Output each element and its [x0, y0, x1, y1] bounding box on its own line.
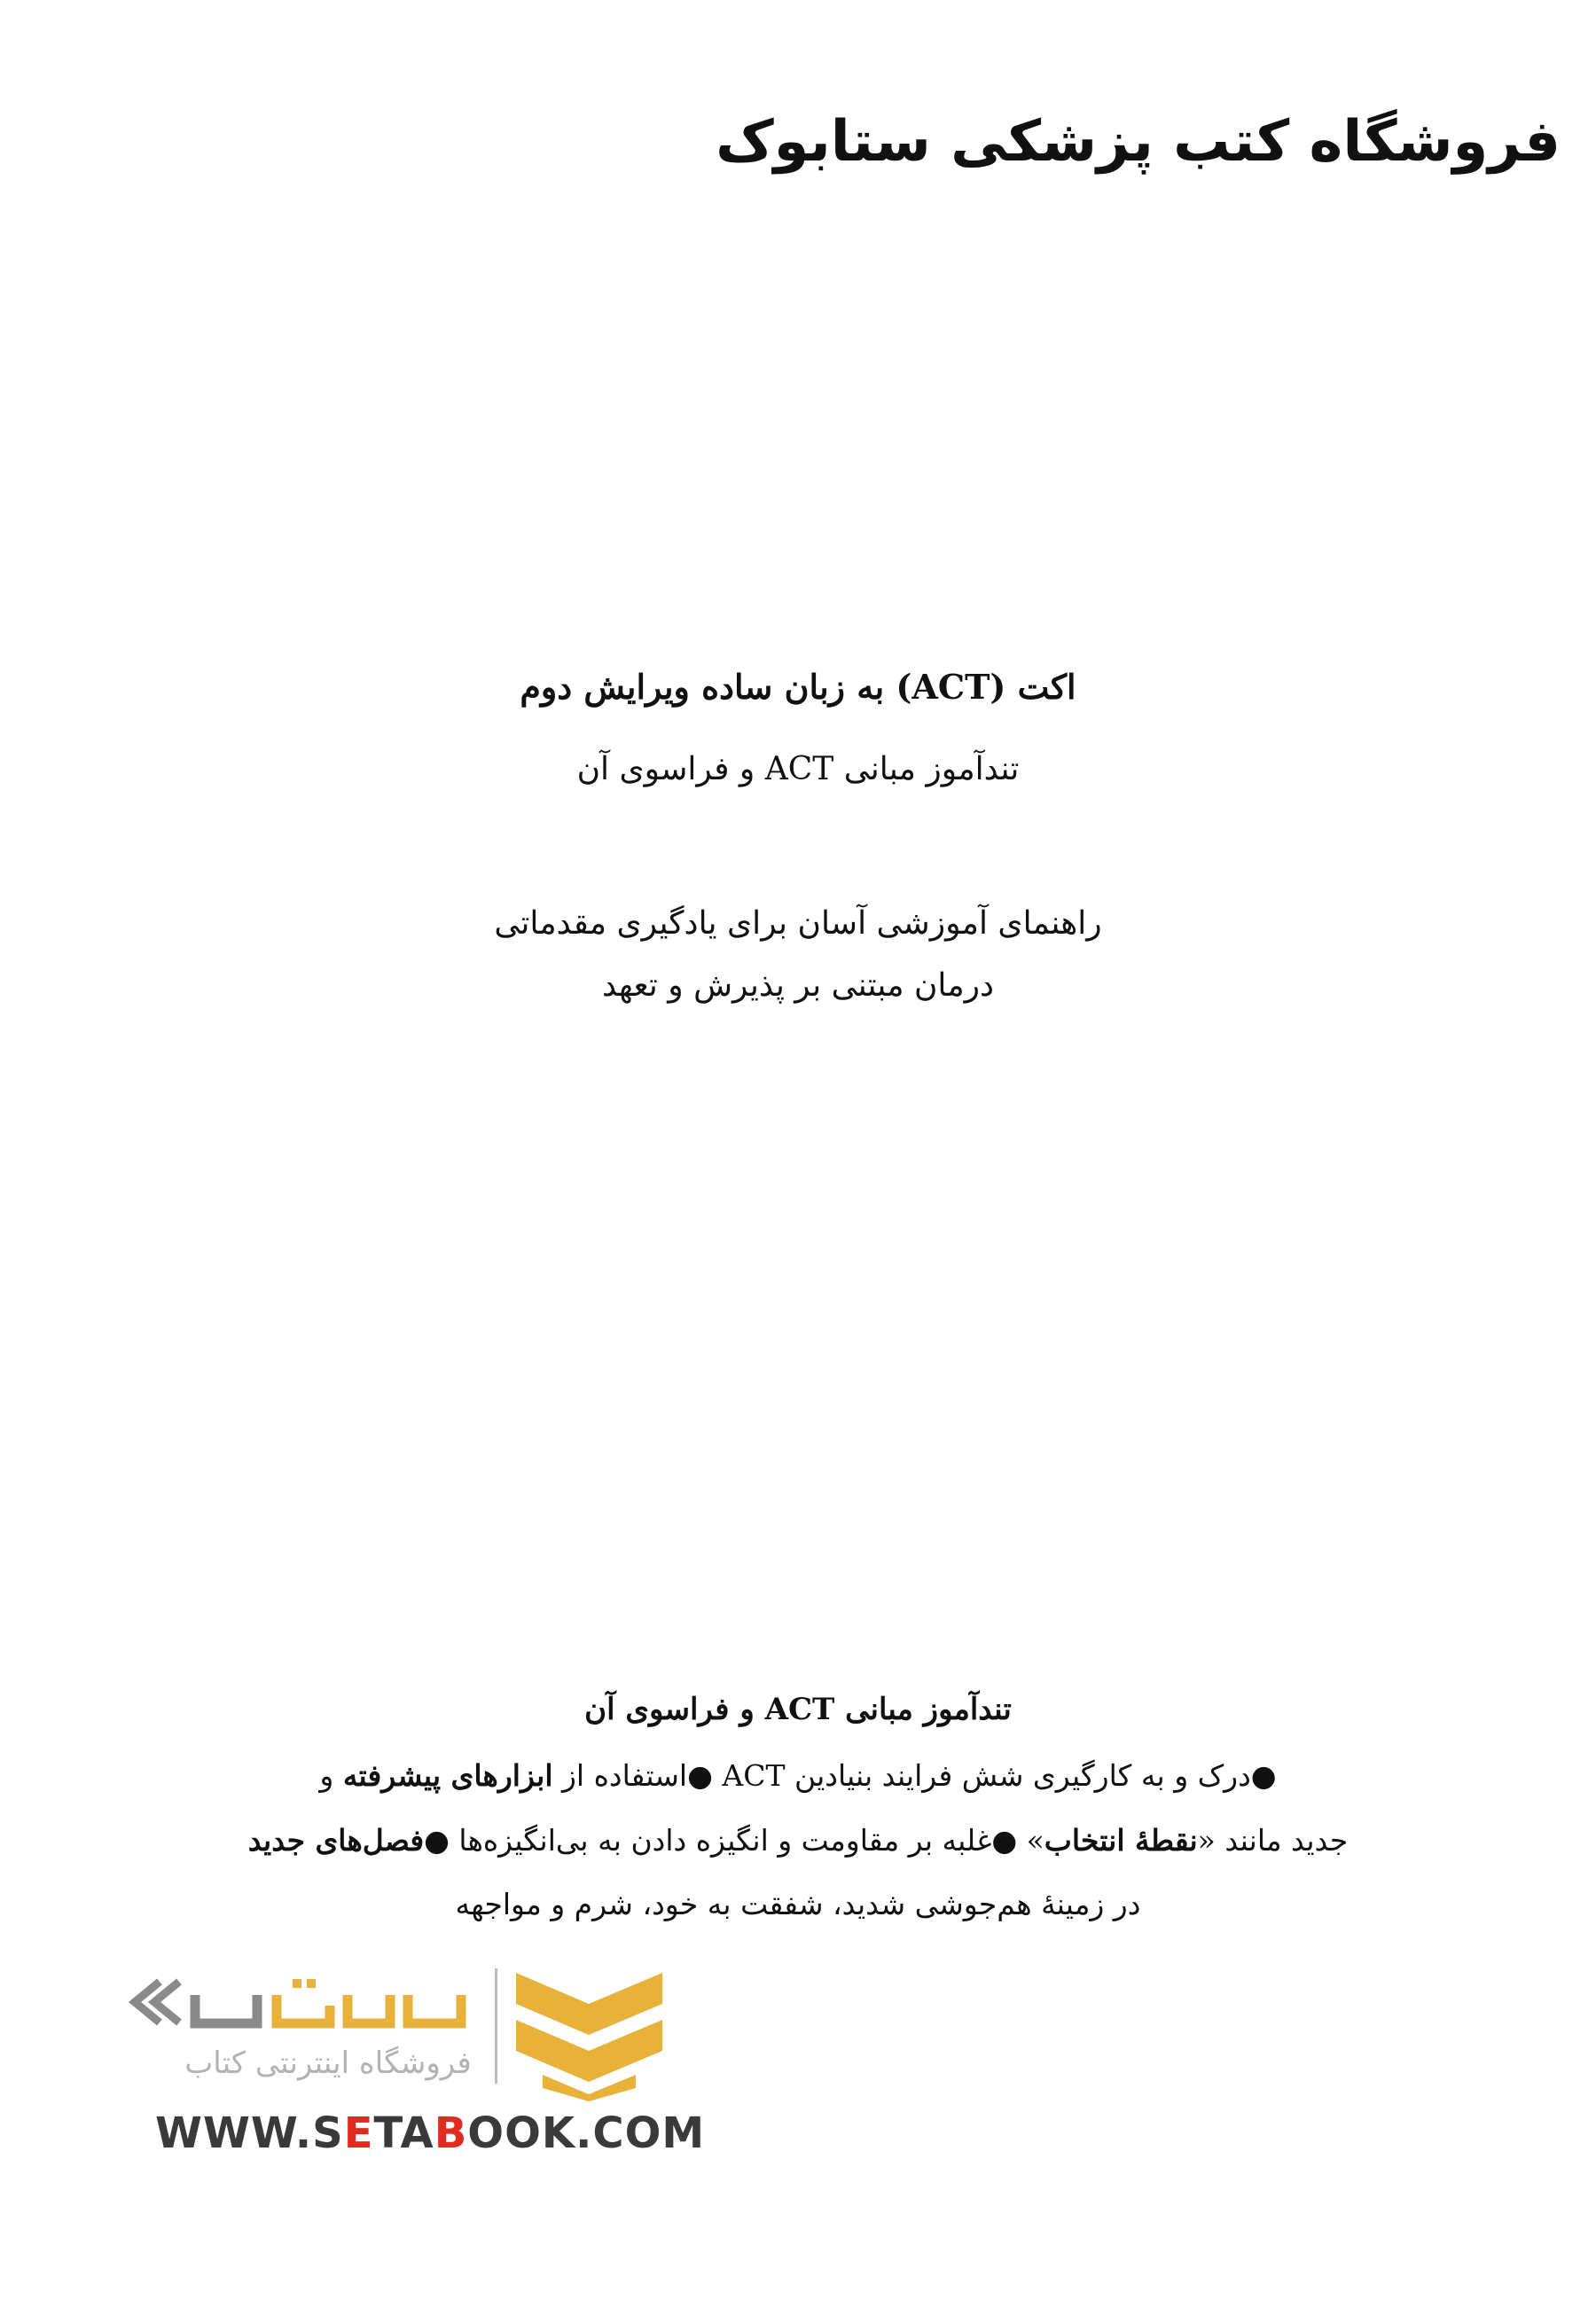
feature-line-2 [0, 1816, 1596, 1866]
feature-line-1-text-b: و [319, 1758, 343, 1793]
book-subtitle: تندآموز مبانی ACT و فراسوی آن [576, 751, 1020, 787]
website-url-accent-1: E [343, 2108, 374, 2158]
feature-line-2-bold-b: فصل‌های جدید [247, 1823, 425, 1858]
website-url-part-2: TA [373, 2108, 434, 2158]
feature-line-3: در زمینهٔ هم‌جوشی شدید، شفقت به خود، شرم و مواجهه [455, 1887, 1141, 1921]
setabook-wordmark-icon [124, 1960, 479, 2048]
book-chevron-emblem-icon [507, 1960, 671, 2101]
back-heading: تندآموز مبانی ACT و فراسوی آن [584, 1692, 1012, 1727]
feature-line-2-bold-a: نقطهٔ انتخاب [1044, 1823, 1198, 1858]
feature-line-2-text-a: جدید مانند « [1197, 1823, 1349, 1858]
guide-line-2: درمان مبتنی بر پذیرش و تعهد [601, 967, 995, 1004]
website-url[interactable] [155, 2108, 705, 2158]
website-url-part-1: WWW.S [155, 2108, 344, 2158]
feature-line-2-text-b: » ●غلبه بر مقاومت و انگیزه دادن به بی‌انگیزه‌ها ● [424, 1823, 1044, 1858]
feature-line-1-bold: ابزارهای پیشرفته [342, 1758, 553, 1793]
logo-tagline: فروشگاه اینترنتی کتاب [184, 2046, 472, 2081]
store-name-header: فروشگاه کتب پزشکی ستابوک [716, 109, 1561, 175]
feature-line-1-text-a: ●درک و به کارگیری شش فرایند بنیادین ACT ●استفاده از [552, 1758, 1277, 1793]
website-url-accent-2: B [434, 2108, 468, 2158]
website-url-part-3: OOK.COM [467, 2108, 706, 2158]
logo-divider [495, 1968, 497, 2084]
feature-line-1 [0, 1751, 1596, 1801]
book-title: اکت (ACT) به زبان ساده ویرایش دوم [520, 667, 1076, 707]
guide-line-1: راهنمای آموزشی آسان برای یادگیری مقدماتی [494, 905, 1102, 942]
